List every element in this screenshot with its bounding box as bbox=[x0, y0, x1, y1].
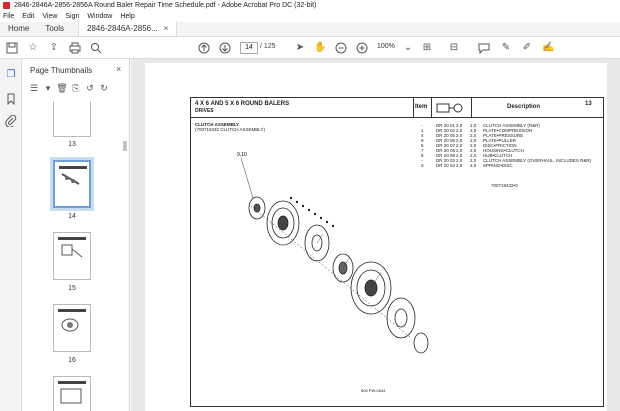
operations-list bbox=[421, 123, 601, 168]
tab-tools[interactable]: Tools bbox=[45, 24, 65, 33]
thumbnail-label: 13 bbox=[68, 141, 76, 148]
callout-label: 9,10 bbox=[237, 152, 247, 158]
menu-sign[interactable]: Sign bbox=[65, 13, 80, 20]
sheet-subtitle: DRIVES bbox=[195, 108, 214, 114]
insert-page-icon[interactable]: ⎘ bbox=[72, 83, 80, 93]
clutch-exploded-diagram bbox=[231, 148, 431, 388]
row-time: 2,0 bbox=[456, 128, 463, 133]
row-item: 4 bbox=[421, 133, 424, 138]
sign-icon[interactable]: ✍ bbox=[542, 42, 555, 53]
row-desc: PLATE•PULLER bbox=[483, 138, 517, 143]
row-qty: 2,0 bbox=[470, 158, 477, 163]
tab-home[interactable]: Home bbox=[8, 24, 30, 33]
comment-icon[interactable] bbox=[478, 42, 490, 54]
row-time: 2,0 bbox=[456, 158, 463, 163]
row-item: 9 bbox=[421, 138, 424, 143]
thumbnail-preview bbox=[58, 101, 86, 124]
row-item: 7 bbox=[421, 148, 424, 153]
thumbnail-label: 14 bbox=[68, 213, 76, 220]
row-item: - bbox=[421, 123, 423, 128]
row-desc: PLATE•COMPRESSION bbox=[483, 128, 533, 133]
thumbnail-preview bbox=[58, 309, 86, 339]
row-item: 1 bbox=[421, 128, 424, 133]
thumbnail-label: 16 bbox=[68, 357, 76, 364]
thumbnail-preview bbox=[58, 237, 86, 267]
bookmark-star-icon[interactable]: ☆ bbox=[28, 42, 38, 53]
thumbnail-label: 15 bbox=[68, 285, 76, 292]
delete-page-icon[interactable]: 🗑 bbox=[56, 83, 68, 93]
row-qty: 2,0 bbox=[470, 138, 477, 143]
scrollbar-thumb[interactable] bbox=[123, 141, 127, 151]
row-qty: 1,0 bbox=[470, 123, 477, 128]
menu-edit[interactable]: Edit bbox=[22, 13, 35, 20]
row-time: 2,0 bbox=[456, 148, 463, 153]
row-code: DR 20 06 bbox=[436, 138, 456, 143]
thumbnail-page-14[interactable] bbox=[53, 160, 91, 208]
zoom-select[interactable]: 100% bbox=[377, 43, 395, 50]
row-code: DR 20 08 bbox=[436, 148, 456, 153]
row-qty: 2,0 bbox=[470, 148, 477, 153]
close-icon[interactable]: × bbox=[116, 64, 122, 74]
draw-icon[interactable]: ✐ bbox=[522, 42, 532, 53]
search-icon[interactable] bbox=[90, 42, 102, 54]
thumbnails-scrollbar[interactable] bbox=[122, 101, 128, 411]
highlight-pen-icon[interactable]: ✎ bbox=[501, 42, 511, 53]
menu-help[interactable]: Help bbox=[120, 13, 135, 20]
attachments-icon[interactable] bbox=[5, 115, 17, 127]
row-qty: 2,0 bbox=[470, 143, 477, 148]
tab-bar bbox=[0, 22, 620, 37]
thumbnail-page-17[interactable] bbox=[53, 376, 91, 411]
figure-id: 500 PW-0644 bbox=[361, 388, 386, 393]
sheet-title: 4 X 6 AND 5 X 6 ROUND BALERS bbox=[195, 101, 290, 107]
title-bar bbox=[0, 0, 620, 11]
part-number: 700719432•0 bbox=[491, 183, 518, 188]
row-desc: HOUSING•CLUTCH bbox=[483, 148, 524, 153]
row-item: - bbox=[421, 158, 423, 163]
chevron-down-icon[interactable]: ⌄ bbox=[403, 42, 413, 53]
thumbnail-page-13[interactable] bbox=[53, 101, 91, 137]
row-desc: PLATE•PRESSURE bbox=[483, 133, 524, 138]
menu-view[interactable]: View bbox=[42, 13, 58, 20]
row-code: DR 20 05 bbox=[436, 133, 456, 138]
row-qty: 2,0 bbox=[470, 128, 477, 133]
page-total: / 125 bbox=[260, 43, 276, 50]
window-title: 2846-2846A-2856-2856A Round Baler Repair Time Schedule.pdf - Adobe Acrobat Pro DC (32-bit) bbox=[14, 2, 317, 9]
sheet-header bbox=[191, 98, 603, 118]
options-menu-icon[interactable]: ☰ bbox=[29, 83, 39, 93]
scroll-mode-icon[interactable]: ⊟ bbox=[449, 42, 459, 53]
row-desc: CLUTCH ASSEMBLY (OVERHAUL, INCLUDES R&R) bbox=[483, 158, 592, 163]
left-nav-bar bbox=[0, 59, 22, 411]
row-time: 2,0 bbox=[456, 138, 463, 143]
menu-file[interactable]: File bbox=[3, 13, 15, 20]
row-desc: SPRING•DISC bbox=[483, 163, 513, 168]
row-code: DR 20 04 bbox=[436, 163, 456, 168]
pdf-page bbox=[145, 63, 607, 411]
row-code: DR 20 01 bbox=[436, 123, 456, 128]
row-code: DR 20 09 bbox=[436, 153, 456, 158]
page-down-icon[interactable] bbox=[219, 42, 231, 54]
row-item: 6 bbox=[421, 143, 424, 148]
thumbnails-list[interactable] bbox=[22, 101, 130, 411]
row-time: 2,0 bbox=[456, 163, 463, 168]
tools-icon bbox=[436, 102, 466, 114]
section-title: CLUTCH ASSEMBLY bbox=[195, 122, 240, 127]
row-qty: 2,0 bbox=[470, 163, 477, 168]
row-desc: CLUTCH ASSEMBLY (R&R) bbox=[483, 123, 540, 128]
section-subtitle: (700719432 CLUTCH ASSEMBLY) bbox=[195, 127, 265, 132]
row-code: DR 20 02 bbox=[436, 128, 456, 133]
panel-title: Page Thumbnails bbox=[30, 66, 93, 75]
select-cursor-icon[interactable]: ➤ bbox=[295, 42, 305, 53]
row-code: DR 20 02 bbox=[436, 158, 456, 163]
page-number-input[interactable]: 14 bbox=[240, 42, 258, 54]
bookmarks-icon[interactable] bbox=[5, 93, 17, 105]
row-time: 2,0 bbox=[456, 153, 463, 158]
header-divider bbox=[431, 98, 432, 118]
chevron-down-icon[interactable]: ▾ bbox=[45, 83, 51, 93]
page-thumbnails-icon[interactable]: ❐ bbox=[6, 69, 16, 80]
thumbnail-page-15[interactable] bbox=[53, 232, 91, 280]
page-up-icon[interactable] bbox=[198, 42, 210, 54]
fit-page-icon[interactable]: ⊞ bbox=[422, 42, 432, 53]
row-qty: 2,0 bbox=[470, 133, 477, 138]
rotate-left-icon[interactable]: ↺ bbox=[86, 83, 94, 93]
row-item: 3 bbox=[421, 163, 424, 168]
document-viewport[interactable] bbox=[131, 59, 620, 411]
table-row bbox=[421, 163, 601, 168]
thumbnail-preview bbox=[59, 166, 87, 196]
row-code: DR 20 07 bbox=[436, 143, 456, 148]
menu-window[interactable]: Window bbox=[87, 13, 113, 20]
tab-close-icon[interactable]: × bbox=[163, 24, 169, 33]
thumbnail-page-16[interactable] bbox=[53, 304, 91, 352]
main-toolbar bbox=[0, 37, 620, 59]
header-divider bbox=[413, 98, 414, 118]
acrobat-app-icon bbox=[3, 2, 10, 9]
row-desc: DISC•FRICTION bbox=[483, 143, 517, 148]
upload-icon[interactable]: ⇪ bbox=[49, 42, 59, 53]
rotate-right-icon[interactable]: ↻ bbox=[100, 83, 108, 93]
tab-document-label: 2846-2846A-2856... bbox=[87, 24, 158, 33]
thumbnail-preview bbox=[58, 381, 86, 411]
save-icon[interactable] bbox=[6, 42, 18, 54]
column-item: Item bbox=[415, 104, 428, 110]
header-divider bbox=[471, 98, 472, 118]
row-qty: 2,0 bbox=[470, 153, 477, 158]
row-desc: HUB•CLUTCH bbox=[483, 153, 513, 158]
hand-tool-icon[interactable]: ✋ bbox=[314, 42, 327, 53]
row-time: 2,0 bbox=[456, 123, 463, 128]
column-description: Description bbox=[507, 104, 541, 110]
sheet-page-number: 13 bbox=[585, 101, 592, 107]
page-thumbnails-panel bbox=[22, 59, 130, 411]
row-item: 8 bbox=[421, 153, 424, 158]
row-time: 2,0 bbox=[456, 133, 463, 138]
tab-document[interactable] bbox=[78, 21, 177, 36]
print-icon[interactable] bbox=[69, 42, 81, 54]
schedule-sheet bbox=[190, 97, 604, 407]
zoom-in-icon[interactable] bbox=[356, 42, 368, 54]
row-time: 2,0 bbox=[456, 143, 463, 148]
zoom-out-icon[interactable] bbox=[335, 42, 347, 54]
thumbnail-tools bbox=[27, 83, 111, 97]
